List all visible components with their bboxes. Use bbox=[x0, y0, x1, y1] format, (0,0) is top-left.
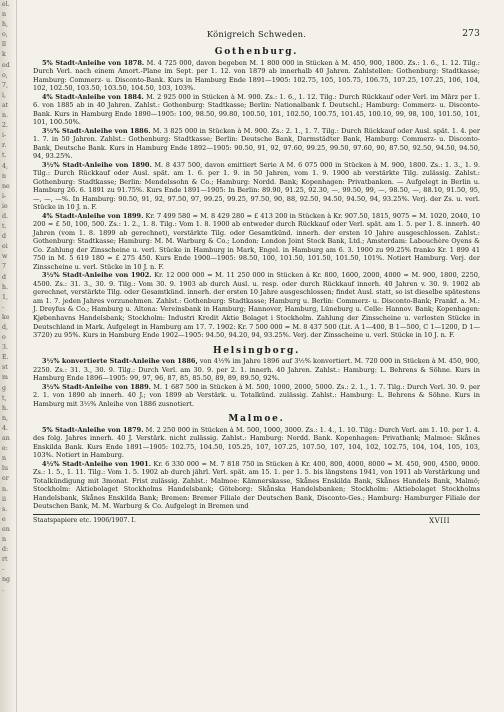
gutter-fragment: . bbox=[2, 586, 5, 594]
entry-text: Kr. 6 330 000 = M. 7 818 750 in Stücken à Kr. 400, 800, 4000, 8000 = M. 450, 900, 4500, 9000. Zs.: 1. 5., 1. 11. Tilg.: Vom 1. 5. 1902 ab durch jährl. Verl. spät. am 15. 1. per 1. 5. bis längstens 1941, von 1911 ab Verstärkung und Totalkündigung mit 3monat. Frist zulässig. Zahlst.: Malmoe: Kämnerskasse, Skånes Enskilda Bank, Skånes Handels Bank, Malmö; Stockholm: Aktiebolaget Stockholms Handelsbank; Göteborg: Skånska Handelsbanken; Stockholm: Aktiebolaget Stockholms Handelsbank, Skånes Enskilda Bank; Bremen: Bremer Filiale der Deutschen Bank, Disconto-Ges.; Hamburg: Hamburger Filiale der Deutschen Bank, M. M. Warburg & Co. Aufgelegt in Bremen und bbox=[33, 459, 481, 511]
gutter-fragment: 4, bbox=[2, 162, 9, 170]
gutter-fragment: n bbox=[2, 455, 7, 463]
section-title: Malmoe. bbox=[228, 414, 285, 425]
entry bbox=[33, 357, 480, 383]
gutter-fragment: n bbox=[2, 535, 7, 543]
running-head bbox=[33, 30, 480, 41]
running-head-title: Königreich Schweden. bbox=[206, 29, 307, 39]
gutter-fragment: st bbox=[2, 364, 8, 372]
gutter-fragment: i- bbox=[2, 192, 7, 200]
entry bbox=[33, 127, 480, 161]
signature-mark: XVIII bbox=[429, 516, 450, 525]
footer-rule bbox=[33, 514, 480, 515]
gutter-fragment: g bbox=[2, 384, 7, 392]
gutter-fragment: d. bbox=[2, 212, 9, 220]
gutter-fragment: n. bbox=[2, 112, 9, 120]
entry bbox=[33, 59, 480, 93]
gutter-fragment: o bbox=[2, 334, 6, 342]
gutter-fragment: 1, bbox=[2, 293, 9, 301]
gutter-fragment: ng bbox=[2, 576, 11, 584]
section-gothenburg bbox=[33, 48, 480, 340]
gutter-fragment: ie bbox=[2, 202, 8, 210]
gutter-fragment: ii bbox=[2, 495, 7, 503]
gutter-fragment: e: bbox=[2, 445, 8, 453]
gutter-fragment: 3. bbox=[2, 344, 9, 352]
entry-text: Kr. 7 499 580 = M. 8 429 280 = £ 413 200 in Stücken à Kr. 907.50, 1815, 9075 = M. 1020, 2040, 10 200 = £ 50, 100, 500. Zs.: 1. 2., 1. 8. Tilg.: Vom 1. 8. 1900 ab entweder durch Rückkauf oder Verl. spät. am 1. 5. per 1. 8. innerh. 40 Jahren (vom 1. 8. 1899 ab gerechnet), verstärkte Tilg. oder Gesamtkünd. innerh. der ersten 10 Jahre ausgeschlossen. Zahlst.: Gothenburg: Stadtkasse; Hamburg: M. M. Warburg & Co.; London: London Joint Stock Bank, Ltd.; Amsterdam: Labouchère Oyens & Co. Zahlung der Zinsscheine u. verl. Stücke in Hamburg in Mark, Engel. in Hamburg am 6. 3. 1900 zu 99.25% franko Kr. 1 899 41 750 in M. 5 619 180 = £ 275 450. Kurs Ende 1900—1905: 98.50, 100, 101.50, 101.50, 101.50, 101%. Notiert Hamburg. Verj. der Zinsscheine u. verl. Stücke in 10 J. n. F. bbox=[33, 211, 480, 271]
gutter-fragment: el. bbox=[2, 1, 10, 8]
gutter-fragment: r. bbox=[2, 142, 7, 150]
gutter-fragment: ne bbox=[2, 182, 10, 190]
binding-gutter bbox=[0, 0, 17, 712]
gutter-fragment: s. bbox=[2, 505, 8, 513]
entry-heading: 3½% Stadt-Anleihe von 1886. bbox=[42, 126, 151, 135]
section-title: Gothenburg. bbox=[214, 47, 299, 57]
entry-heading: 5% Stadt-Anleihe von 1878. bbox=[42, 58, 145, 67]
entry-heading: 3½% Stadt-Anleihe von 1890. bbox=[42, 160, 152, 169]
gutter-fragment: at bbox=[2, 101, 9, 109]
gutter-fragment: ll bbox=[2, 41, 7, 49]
gutter-fragment: h. bbox=[2, 404, 9, 412]
gutter-fragment: er bbox=[2, 475, 9, 483]
section-title: Helsingborg. bbox=[212, 345, 301, 356]
entry-text: M. 3 825 000 in Stücken à M. 900. Zs.: 2. 1., 1. 7. Tilg.: Durch Rückkauf oder Ausl. spät. 1. 4. per 1. 7. in 50 Jahren. Zahlst.: Gothenburg: Stadtkasse; Berlin: Deutsche Bank, Darmstädter Bank, Hamburg: Commerz- u. Disconto-Bank, Deutsche Bank. Kurs in Hamburg Ende 1892—1905: 90.50, 91, 92, 97.60, 99.25, 99.50, 97.60, 90, 87.50, 92.50, 94.50, 94.50, 94, 93.25%. bbox=[33, 126, 480, 161]
gutter-fragment: d: bbox=[2, 546, 9, 554]
gutter-fragment: n bbox=[2, 172, 7, 180]
gutter-fragment: w bbox=[2, 253, 8, 261]
gutter-fragment: d, bbox=[2, 324, 9, 331]
entry bbox=[33, 426, 480, 460]
gutter-fragment: i- bbox=[2, 132, 7, 140]
gutter-fragment: d bbox=[2, 273, 7, 281]
gutter-fragment: 7, bbox=[2, 81, 9, 89]
entry-text: M. 4 725 000, davon begeben M. 1 800 000 in Stücken à M. 450, 900, 1800. Zs.: 1. 6., 1. 12. Tilg.: Durch Verl. nach einem Amort.-Plane im Sept. per 1. 12. von 1879 ab innerhalb 40 Jahren. Zahlstellen: Gothenburg: Stadtkasse; Hamburg: Commerz- u. Disconto-Bank. Kurs in Hamburg Ende 1891—1905: 102.75, 105, 105.75, 106.75, 107.25, 107.25, 106, 104, 102, 102.50, 103.50, 103.50, 104.50, 103, 103%. bbox=[33, 58, 480, 93]
gutter-fragment: 7 bbox=[2, 263, 7, 271]
gutter-fragment: - bbox=[2, 303, 5, 311]
section-malmoe bbox=[33, 415, 480, 511]
document-page bbox=[33, 30, 480, 525]
entry bbox=[33, 212, 480, 272]
entry bbox=[33, 161, 480, 212]
gutter-fragment: e bbox=[2, 515, 6, 523]
gutter-fragment: n, bbox=[2, 414, 9, 422]
gutter-fragment: t. bbox=[2, 223, 7, 231]
entry-text: M. 8 437 500, davon emittiert Serie A M. 6 075 000 in Stücken à M. 900, 1800. Zs.: 1. 3., 1. 9. Tilg.: Durch Rückkauf oder Ausl. spät. am 1. 6. per 1. 9. in 50 Jahren, vom 1. 9. 1900 ab verstärkte Tilg. zulässig. Zahlst.: Gothenburg: Stadtkasse; Berlin: Mendelssohn & Co.; Hamburg: Nordd. Bank; Kopenhagen: Privatbanken. — Aufgelegt in Berlin u. Hamburg 26. 6. 1891 zu 91.75%. Kurs Ende 1891—1905: In Berlin: 89.90, 91.25, 92.30, —, 99.50, 99, —, 98.50, —, 88.10, 91.50, 95, —, —, —%. In Hamburg: 90.50, 91, 92, 97.50, 97, 99.25, 99.25, 97.50, 90, 88, 92.50, 94.50, 94.50, 94, 93.25%. Verj. der Zs. u. verl. Stücke in 10 J. n. F. bbox=[33, 160, 480, 212]
gutter-fragment: n. bbox=[2, 485, 9, 493]
gutter-fragment: n bbox=[2, 11, 7, 19]
gutter-fragment: an bbox=[2, 435, 10, 443]
gutter-fragment: ke bbox=[2, 313, 10, 321]
gutter-fragment: h, bbox=[2, 21, 9, 29]
gutter-fragment: ed bbox=[2, 61, 10, 69]
entry-heading: 4% Stadt-Anleihe von 1884. bbox=[42, 92, 144, 101]
entry bbox=[33, 460, 480, 511]
gutter-fragment: 2. bbox=[2, 122, 9, 130]
entry-heading: 3½% konvertierte Stadt-Anleihe von 1886, bbox=[42, 357, 198, 366]
gutter-fragment: ei bbox=[2, 243, 8, 251]
gutter-fragment: t. bbox=[2, 152, 7, 160]
page-footer bbox=[33, 517, 480, 526]
entry-heading: 5% Stadt-Anleihe von 1879. bbox=[42, 425, 144, 434]
gutter-fragment: - bbox=[2, 566, 5, 574]
entry-heading: 4½% Stadt-Anleihe von 1901. bbox=[42, 459, 152, 468]
gutter-fragment: k bbox=[2, 51, 6, 59]
gutter-fragment: o, bbox=[2, 31, 8, 39]
entry-heading: 3½% Stadt-Anleihe von 1889. bbox=[42, 382, 151, 391]
gutter-fragment: m bbox=[2, 374, 8, 382]
entry-text: Kr. 12 000 000 = M. 11 250 000 in Stücken à Kr. 800, 1600, 2000, 4000 = M. 900, 1800, 2250, 4500. Zs.: 31. 3., 30. 9. Tilg.: Vom 30. 9. 1903 ab durch Ausl. u. resp. oder durch Rückkauf innerh. 40 Jahren v. 30. 9. 1902 ab gerechnet, verstärkte Tilg. oder Gesamtkünd. innerh. der ersten 10 Jahre ausgeschlossen; findet Ausl. statt, so ist dieselbe spätestens am 1. 7. jeden Jahres vorzunehmen. Zahlst.: Gothenburg: Stadtkasse; Hamburg u. Berlin: Commerz- u. Disconto-Bank; Frankf. a. M.: J. Dreyfus & Co.; Hamburg u. Altona: Vereinsbank in Hamburg; Hannover, Hamburg, Lüneburg u. Celle: Hannov. Bank; Kopenhagen: Kjøbenhavns Handelsbank; Stockholm: Industri Kredit Aktie Bolaget i Stockholm. Zahlung der Zinsscheine u. verlosten Stücke in Deutschland in Mark. Aufgelegt in Hamburg am 17. 7. 1902: Kr. 7 500 000 = M. 8 437 500 (Lit. A 1—400, B 1—500, C 1—1200, D 1—3720) zu 95%. Kurs in Hamburg Ende 1902—1905: 94.50, 94.20, 94, 93.25%. Verj. der Zinsscheine u. verl. Stücke in 10 J. n. F. bbox=[33, 271, 480, 340]
section-helsingborg bbox=[33, 347, 480, 409]
gutter-fragment: en bbox=[2, 525, 10, 533]
gutter-fragment: lu bbox=[2, 465, 9, 473]
gutter-fragment: h. bbox=[2, 283, 9, 291]
gutter-fragment: t, bbox=[2, 394, 7, 402]
entry-heading: 3½% Stadt-Anleihe von 1902. bbox=[42, 271, 152, 280]
gutter-fragment: E. bbox=[2, 354, 9, 362]
gutter-fragment: i, bbox=[2, 91, 7, 99]
footer-source: Staatspapiere etc. 1906/1907. I. bbox=[33, 516, 136, 524]
entry bbox=[33, 383, 480, 409]
entry-text: M. 2 250 000 in Stücken à M. 500, 1000, 3000. Zs.: 1. 4., 1. 10. Tilg.: Durch Verl. am 1. 10. per 1. 4. des folg. Jahres innerh. 40 J. Verstärk. nicht zulässig. Zahlst.: Hamburg: Nordd. Bank. Kopenhagen: Privatbank; Malmoe: Skånes Enskilda Bank. Kurs Ende 1891—1905: 102.75, 104.50, 105.25, 107, 107.25, 107.50, 107, 104, 102, 102.75, 104, 104, 105, 103, 103%. Notiert in Hamburg. bbox=[33, 425, 481, 460]
gutter-fragment: rt bbox=[2, 556, 8, 564]
entry-heading: 4% Stadt-Anleihe von 1899. bbox=[42, 211, 144, 220]
entry-text: von 4½% im Jahre 1896 auf 3½% konvertiert. M. 720 000 in Stücken à M. 450, 900, 2250. Zs.: 31. 3., 30. 9. Tilg.: Durch Verl. am 30. 9. per 2. 1. innerh. 40 Jahren. Zahlst.: Hamburg: L. Behrens & Söhne. Kurs in Hamburg Ende 1896—1905: 99, 97, 96, 87, 85, 85.50, 89, 89, 89.50, 92%. bbox=[33, 357, 480, 383]
gutter-fragment: 4. bbox=[2, 424, 9, 432]
entry bbox=[33, 271, 480, 339]
entry-text: M. 2 925 000 in Stücken à M. 900. Zs.: 1. 6., 1. 12. Tilg.: Durch Rückkauf oder Verl. im März per 1. 6. von 1885 ab in 40 Jahren. Zahlst.: Gothenburg: Stadtkasse; Berlin: Nationalbank f. Deutschl.; Hamburg: Commerz- u. Disconto-Bank. Kurs in Hamburg Ende 1890—1905: 100, 98.50, 99.80, 100.50, 101, 102.50, 100.75, 101.45, 100.10, 99, 98, 100, 101.50, 101, 101, 100.50%. bbox=[33, 92, 480, 127]
entry-text: M. 1 687 500 in Stücken à M. 500, 1000, 2000, 5000. Zs.: 2. 1., 1. 7. Tilg.: Durch Verl. 30. 9. per 2. 1. von 1890 ab innerh. 40 J.; von 1899 ab Verstärk. u. Totalkünd. zulässig. Zahlst.: Hamburg: L. Behrens & Söhne. Kurs in Hamburg mit 3½% Anleihe von 1886 zusnotiert. bbox=[33, 382, 480, 408]
gutter-fragment: o, bbox=[2, 71, 8, 79]
page-number: 273 bbox=[462, 29, 480, 39]
entry bbox=[33, 93, 480, 127]
gutter-fragment: d bbox=[2, 233, 7, 241]
